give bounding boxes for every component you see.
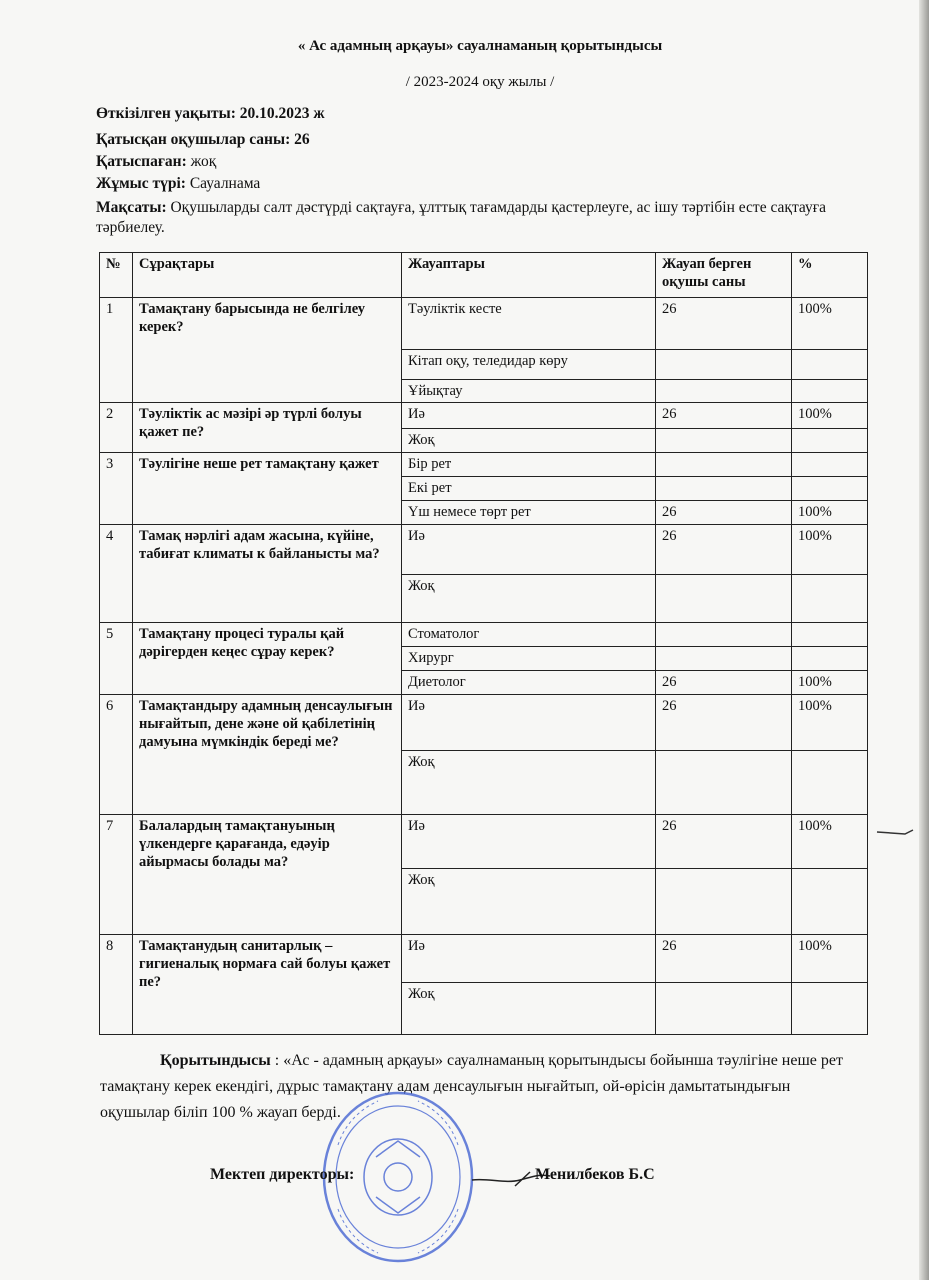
question-text: Тамақтанудың санитарлық – гигиеналық нормаға сай болуы қажет пе? — [133, 935, 402, 1035]
meta-participants-label: Қатысқан оқушылар саны: — [96, 131, 291, 148]
header-question: Сұрақтары — [133, 253, 402, 298]
answer-count — [656, 869, 792, 935]
answer-text: Иә — [402, 403, 656, 429]
question-number: 6 — [100, 695, 133, 815]
meta-participants — [96, 130, 310, 150]
meta-held-label: Өткізілген уақыты: — [96, 105, 236, 122]
answer-count: 26 — [656, 671, 792, 695]
meta-goal-value: Оқушыларды салт дәстүрді сақтауға, ұлттық тағамдарды қастерлеуге, ас ішу тәртібін есте сақтауға тәрбиелеу. — [96, 199, 826, 236]
table-row — [100, 935, 868, 983]
answer-count — [656, 477, 792, 501]
table-row — [100, 525, 868, 575]
answer-percent: 100% — [792, 403, 868, 429]
answer-text: Үш немесе төрт рет — [402, 501, 656, 525]
answer-percent — [792, 751, 868, 815]
answer-percent: 100% — [792, 671, 868, 695]
answer-text: Жоқ — [402, 869, 656, 935]
answer-text: Стоматолог — [402, 623, 656, 647]
meta-absent-value: жоқ — [190, 153, 217, 170]
answer-count — [656, 380, 792, 403]
answer-count — [656, 429, 792, 453]
document-title: « Ас адамның арқауы» сауалнаманың қорытындысы — [297, 38, 663, 54]
question-text: Тәулігіне неше рет тамақтану қажет — [133, 453, 402, 525]
answer-percent: 100% — [792, 695, 868, 751]
question-text: Тамақтану процесі туралы қай дәрігерден кеңес сұрау керек? — [133, 623, 402, 695]
meta-held — [96, 104, 325, 124]
answer-count: 26 — [656, 525, 792, 575]
answer-percent — [792, 477, 868, 501]
page-edge-shadow — [919, 0, 929, 1280]
meta-work-type — [96, 174, 260, 194]
meta-goal — [96, 198, 866, 238]
answer-text: Бір рет — [402, 453, 656, 477]
answer-percent — [792, 575, 868, 623]
table-row — [100, 298, 868, 350]
answer-count: 26 — [656, 501, 792, 525]
margin-mark-icon — [875, 820, 915, 840]
answer-text: Екі рет — [402, 477, 656, 501]
header-number: № — [100, 253, 133, 298]
table-row — [100, 453, 868, 477]
meta-work-type-value: Сауалнама — [189, 175, 261, 192]
meta-held-value: 20.10.2023 ж — [239, 105, 325, 122]
answer-count — [656, 350, 792, 380]
answer-percent — [792, 350, 868, 380]
question-number: 5 — [100, 623, 133, 695]
meta-goal-label: Мақсаты: — [96, 199, 167, 216]
answer-text: Тәуліктік кесте — [402, 298, 656, 350]
answer-count: 26 — [656, 403, 792, 429]
answer-count: 26 — [656, 298, 792, 350]
signature-role: Мектеп директоры: — [210, 1166, 355, 1183]
meta-absent — [96, 152, 216, 172]
answer-text: Жоқ — [402, 429, 656, 453]
signature-name: Менилбеков Б.С — [535, 1166, 655, 1183]
question-text: Балалардың тамақтануының үлкендерге қарағанда, едәуір айырмасы болады ма? — [133, 815, 402, 935]
answer-count — [656, 453, 792, 477]
answer-percent — [792, 869, 868, 935]
table-row — [100, 623, 868, 647]
answer-percent — [792, 429, 868, 453]
question-text: Тамақтандыру адамның денсаулығын нығайтып, дене және ой қабілетінің дамуына мүмкіндік береді ме? — [133, 695, 402, 815]
header-answers: Жауаптары — [402, 253, 656, 298]
answer-count: 26 — [656, 695, 792, 751]
answer-percent: 100% — [792, 298, 868, 350]
answer-percent: 100% — [792, 501, 868, 525]
survey-table — [99, 252, 868, 1035]
answer-text: Кітап оқу, теледидар көру — [402, 350, 656, 380]
answer-text: Иә — [402, 815, 656, 869]
answer-percent — [792, 453, 868, 477]
answer-text: Иә — [402, 935, 656, 983]
question-number: 4 — [100, 525, 133, 623]
answer-percent: 100% — [792, 525, 868, 575]
answer-text: Иә — [402, 695, 656, 751]
question-text: Тамақтану барысында не белгілеу керек? — [133, 298, 402, 403]
answer-percent — [792, 380, 868, 403]
question-text: Тәуліктік ас мәзірі әр түрлі болуы қажет пе? — [133, 403, 402, 453]
answer-text: Диетолог — [402, 671, 656, 695]
answer-text: Жоқ — [402, 751, 656, 815]
table-row — [100, 815, 868, 869]
meta-absent-label: Қатыспаған: — [96, 153, 187, 170]
answer-count — [656, 575, 792, 623]
answer-percent: 100% — [792, 815, 868, 869]
question-number: 3 — [100, 453, 133, 525]
answer-text: Иә — [402, 525, 656, 575]
answer-count — [656, 647, 792, 671]
table-header-row — [100, 253, 868, 298]
answer-text: Жоқ — [402, 983, 656, 1035]
document-subtitle: / 2023-2024 оқу жылы / — [405, 74, 555, 90]
answer-text: Жоқ — [402, 575, 656, 623]
answer-count — [656, 983, 792, 1035]
table-row — [100, 403, 868, 429]
question-text: Тамақ нәрлігі адам жасына, күйіне, табиғат климаты к байланысты ма? — [133, 525, 402, 623]
table-row — [100, 695, 868, 751]
answer-percent — [792, 983, 868, 1035]
header-percent: % — [792, 253, 868, 298]
meta-work-type-label: Жұмыс түрі: — [96, 175, 186, 192]
answer-percent — [792, 623, 868, 647]
answer-percent — [792, 647, 868, 671]
question-number: 2 — [100, 403, 133, 453]
meta-participants-value: 26 — [294, 131, 310, 148]
answer-count: 26 — [656, 935, 792, 983]
conclusion-text: : «Ас - адамның арқауы» сауалнаманың қорытындысы бойынша тәулігіне неше рет тамақтану керек екендігі, дұрыс тамақтану адам денсаулығын нығайтып, ой-өрісін дамытатындығын оқушылар біліп 100 % жауап берді. — [100, 1052, 843, 1121]
header-count: Жауап берген оқушы саны — [656, 253, 792, 298]
answer-percent: 100% — [792, 935, 868, 983]
question-number: 7 — [100, 815, 133, 935]
answer-text: Хирург — [402, 647, 656, 671]
question-number: 1 — [100, 298, 133, 403]
question-number: 8 — [100, 935, 133, 1035]
answer-count — [656, 623, 792, 647]
answer-count — [656, 751, 792, 815]
answer-text: Ұйықтау — [402, 380, 656, 403]
conclusion-label: Қорытындысы — [160, 1052, 271, 1069]
answer-count: 26 — [656, 815, 792, 869]
